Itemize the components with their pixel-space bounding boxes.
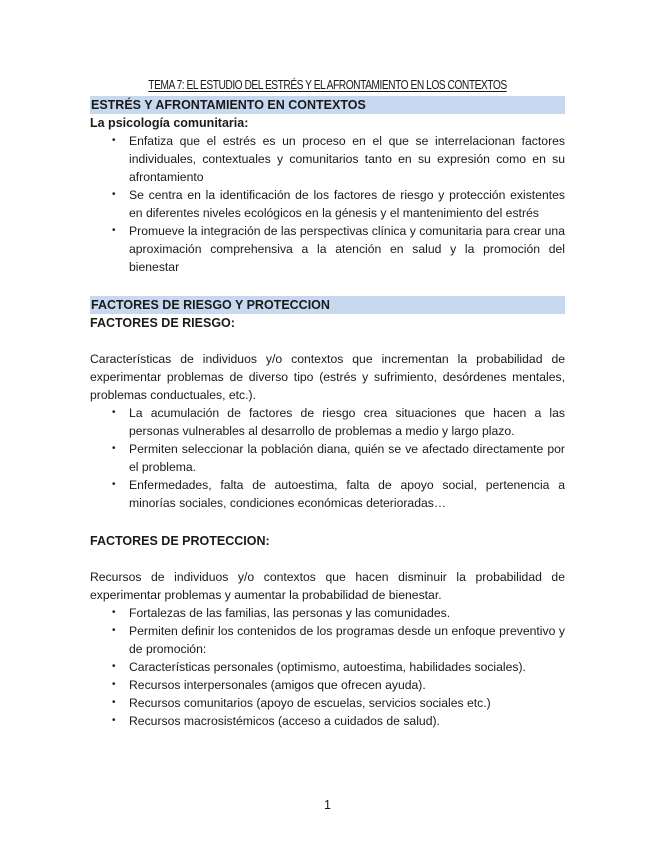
document-page xyxy=(90,76,565,730)
list-item: • Recursos comunitarios (apoyo de escuelas, servicios sociales etc.) xyxy=(112,696,491,710)
subheading-psicologia-comunitaria: La psicología comunitaria: xyxy=(90,116,249,130)
riesgo-intro-paragraph: Características de individuos y/o contextos que incrementan la probabilidad de experimentar problemas de diverso tipo (estrés y sufrimiento, desórdenes mentales, problemas conductuales, etc.). xyxy=(90,352,565,402)
bullet-icon: • xyxy=(112,407,116,418)
bullet-icon: • xyxy=(112,625,116,636)
factores-proteccion-list xyxy=(90,604,565,730)
document-title: TEMA 7: EL ESTUDIO DEL ESTRÉS Y EL AFRONTAMIENTO EN LOS CONTEXTOS xyxy=(148,78,507,92)
psicologia-comunitaria-list xyxy=(90,132,565,276)
bullet-icon: • xyxy=(112,715,116,726)
list-item: • Permiten seleccionar la población diana, quién se ve afectado directamente por el problema. xyxy=(112,442,565,474)
bullet-icon: • xyxy=(112,661,116,672)
list-item: • La acumulación de factores de riesgo crea situaciones que hacen a las personas vulnerables al desarrollo de problemas a medio y largo plazo. xyxy=(112,406,565,438)
section-heading-estres: ESTRÉS Y AFRONTAMIENTO EN CONTEXTOS xyxy=(90,96,565,114)
list-item: • Recursos macrosistémicos (acceso a cuidados de salud). xyxy=(112,714,440,728)
bullet-icon: • xyxy=(112,189,116,200)
section-heading-factores: FACTORES DE RIESGO Y PROTECCION xyxy=(90,296,565,314)
list-item: • Enfermedades, falta de autoestima, falta de apoyo social, pertenencia a minorías sociales, condiciones económicas deterioradas… xyxy=(112,478,565,510)
list-item: • Permiten definir los contenidos de los programas desde un enfoque preventivo y de promoción: xyxy=(112,624,565,656)
bullet-icon: • xyxy=(112,443,116,454)
list-item: • Promueve la integración de las perspectivas clínica y comunitaria para crear una aproximación comprehensiva a la atención en salud y la promoción del bienestar xyxy=(112,224,565,274)
bullet-icon: • xyxy=(112,225,116,236)
proteccion-intro-paragraph: Recursos de individuos y/o contextos que hacen disminuir la probabilidad de experimentar problemas y aumentar la probabilidad de bienestar. xyxy=(90,570,565,602)
subheading-factores-riesgo: FACTORES DE RIESGO: xyxy=(90,316,235,330)
bullet-icon: • xyxy=(112,697,116,708)
list-item: • Se centra en la identificación de los factores de riesgo y protección existentes en diferentes niveles ecológicos en la génesis y el mantenimiento del estrés xyxy=(112,188,565,220)
subheading-factores-proteccion: FACTORES DE PROTECCION: xyxy=(90,534,270,548)
bullet-icon: • xyxy=(112,607,116,618)
bullet-icon: • xyxy=(112,679,116,690)
list-item: • Recursos interpersonales (amigos que ofrecen ayuda). xyxy=(112,678,426,692)
bullet-icon: • xyxy=(112,479,116,490)
list-item: • Enfatiza que el estrés es un proceso en el que se interrelacionan factores individuales, contextuales y comunitarios tanto en su expresión como en su afrontamiento xyxy=(112,134,565,184)
bullet-icon: • xyxy=(112,135,116,146)
factores-riesgo-list xyxy=(90,404,565,512)
page-number: 1 xyxy=(324,798,331,812)
list-item: • Características personales (optimismo, autoestima, habilidades sociales). xyxy=(112,660,526,674)
list-item: • Fortalezas de las familias, las personas y las comunidades. xyxy=(112,606,451,620)
